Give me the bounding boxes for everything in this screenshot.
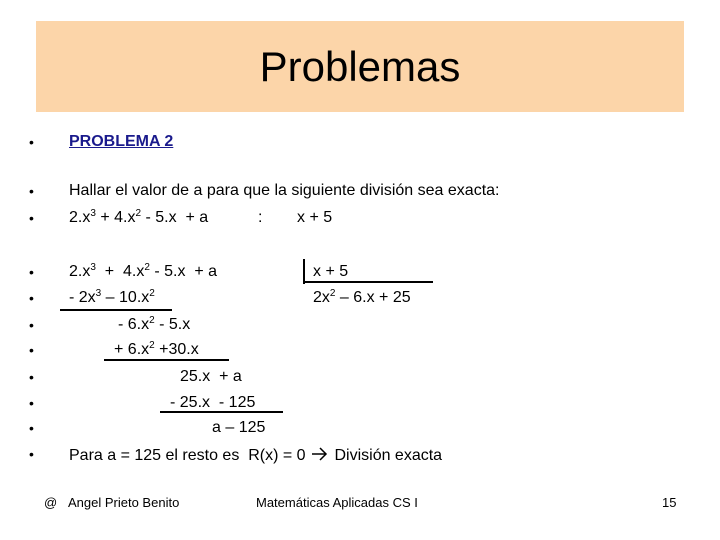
remainder-2: 25.x + a [180,368,242,385]
final-remainder: a – 125 [212,419,266,436]
problem-expression: $2.x^3 + 4.x^2 - 5.x + a$ [69,208,209,226]
quotient: $2x^2 - 6.x + 25$ [313,288,411,306]
subtraction-1: - $2x^3 - 10.x^2$ [69,288,155,306]
division-colon: : [258,209,263,226]
bullet: • [29,420,34,436]
bullet: • [29,210,34,226]
problem-heading-link[interactable]: PROBLEMA 2 [69,133,174,150]
slide-title: Problemas [259,43,461,90]
conclusion: Para a = 125 el resto es R(x) = 0 División exacta [69,444,442,466]
footer-symbol: @ [44,495,58,510]
subtraction-3: - 25.x - 125 [170,394,256,411]
footer-author: Angel Prieto Benito [68,495,180,510]
bullet: • [29,317,34,333]
bullet: • [29,183,34,199]
title-bar [36,21,684,112]
dividend: $2.x^3 + 4.x^2 - 5.x + a$ [69,262,218,280]
problem-statement: Hallar el valor de a para que la siguiente división sea exacta: [69,182,500,199]
subtraction-line-2 [104,359,229,361]
remainder-1: - $6.x^2 - 5.x$ [118,315,191,333]
subtraction-line-3 [160,411,283,413]
subtraction-line-1 [60,309,172,311]
problem-divisor: x + 5 [297,209,333,226]
footer-course: Matemáticas Aplicadas CS I [256,495,418,510]
subtraction-2: + $6.x^2 +30.x$ [114,340,199,358]
right-arrow-icon [310,444,330,464]
bullet: • [29,342,34,358]
bullet: • [29,446,34,462]
bullet: • [29,264,34,280]
bullet: • [29,290,34,306]
bullet: • [29,134,34,150]
bullet: • [29,369,34,385]
bullet: • [29,395,34,411]
divisor: x + 5 [313,263,349,280]
page-number: 15 [662,495,677,510]
